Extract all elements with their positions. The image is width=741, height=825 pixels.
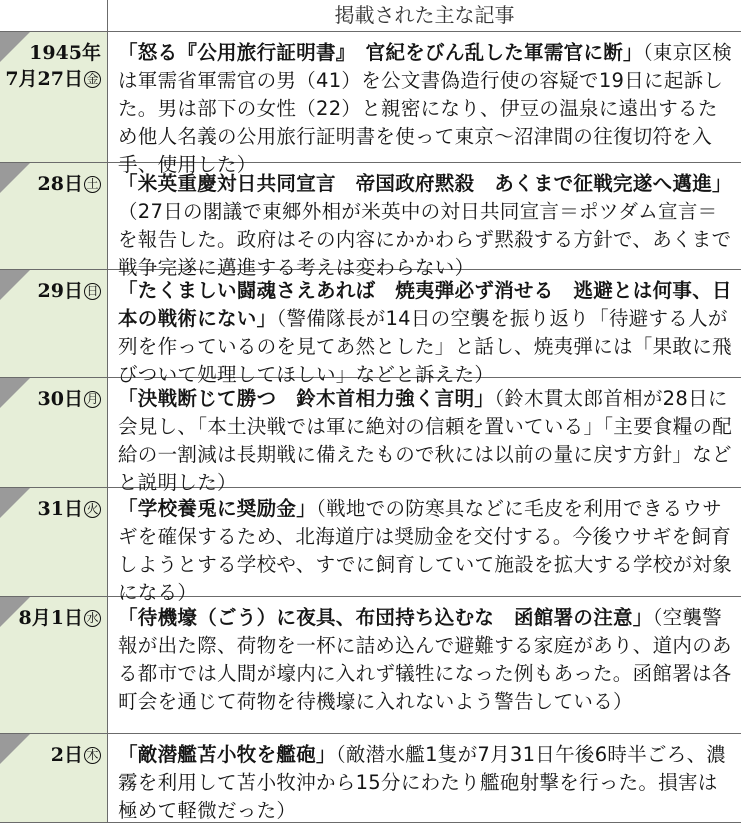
day-of-week-badge: 木 xyxy=(84,747,101,764)
date-cell xyxy=(0,378,108,487)
corner-marker xyxy=(0,378,30,408)
table-row xyxy=(0,163,741,279)
table-row xyxy=(0,32,741,176)
date-day: 8月1日 xyxy=(18,607,83,629)
date-label xyxy=(38,278,101,304)
day-of-week-badge: 金 xyxy=(84,71,101,88)
date-day: 2日 xyxy=(50,744,83,766)
date-label xyxy=(51,742,101,768)
date-cell xyxy=(0,597,108,733)
date-cell xyxy=(0,32,108,162)
corner-marker xyxy=(0,270,30,300)
table-row xyxy=(0,488,741,604)
table-row xyxy=(0,597,741,734)
date-year: 1945年 xyxy=(29,42,101,64)
article-headline: 「たくましい闘魂さえあれば 焼夷弾必ず消せる 逃避とは何事、日本の戦術にない」 xyxy=(118,279,732,330)
table-row xyxy=(0,378,741,494)
corner-marker xyxy=(0,734,30,764)
date-day: 30日 xyxy=(37,388,83,410)
header-date-column xyxy=(0,0,108,31)
article-summary xyxy=(118,277,733,389)
date-day: 7月27日 xyxy=(5,68,83,90)
date-day: 28日 xyxy=(37,173,83,195)
header-title: 掲載された主な記事 xyxy=(334,3,515,27)
article-headline: 「米英重慶対日共同宣言 帝国政府黙殺 あくまで征戦完遂へ邁進」 xyxy=(118,172,732,195)
date-cell xyxy=(0,163,108,269)
article-headline: 「敵潜艦苫小牧を艦砲」 xyxy=(118,743,336,766)
day-of-week-badge: 水 xyxy=(84,610,101,627)
article-summary xyxy=(118,39,733,179)
article-body: （鈴木貫太郎首相が28日に会見し、「本土決戦では軍に絶対の信頼を置いている」「主要食糧の配給の一割減は長期戦に備えたもので秋には以前の量に戻す方針」などと説明した） xyxy=(118,387,733,494)
article-body: （27日の閣議で東郷外相が米英中の対日共同宣言＝ポツダム宣言＝を報告した。政府はその内容にかかわらず黙殺する方針で、あくまで戦争完遂に邁進する考えは変わらない） xyxy=(118,200,732,279)
article-body: （東京区検は軍需省軍需官の男（41）を公文書偽造行使の容疑で19日に起訴した。男は部下の女性（22）と親密になり、伊豆の温泉に遠出するため他人名義の公用旅行証明書を使って東京～沼津間の往復切符を入手、使用した） xyxy=(118,41,733,176)
article-summary xyxy=(118,604,733,716)
article-body: （敵潜水艦1隻が7月31日午後6時半ごろ、濃霧を利用して苫小牧沖から15分にわたり艦砲射撃を行った。損害は極めて軽微だった） xyxy=(118,743,727,822)
date-day: 31日 xyxy=(37,498,83,520)
date-cell xyxy=(0,270,108,377)
day-of-week-badge: 月 xyxy=(84,391,101,408)
day-of-week-badge: 火 xyxy=(84,501,101,518)
day-of-week-badge: 土 xyxy=(84,176,101,193)
article-headline: 「待機壕（ごう）に夜具、布団持ち込むな 函館署の注意」 xyxy=(118,606,653,629)
date-label xyxy=(19,605,101,631)
date-label xyxy=(5,40,101,92)
article-summary xyxy=(118,495,733,607)
date-day: 29日 xyxy=(37,280,83,302)
date-cell xyxy=(0,734,108,822)
article-summary xyxy=(118,741,733,825)
date-label xyxy=(38,496,101,522)
corner-marker xyxy=(0,488,30,518)
article-headline: 「学校養兎に奨励金」 xyxy=(118,497,317,520)
corner-marker xyxy=(0,163,30,193)
article-summary xyxy=(118,170,733,282)
date-cell xyxy=(0,488,108,596)
article-body: （戦地での防寒具などに毛皮を利用できるウサギを確保するため、北海道庁は奨励金を交付する。今後ウサギを飼育しようとする学校や、すでに飼育していて施設を拡大する学校が対象になる） xyxy=(118,497,732,604)
table-header xyxy=(0,0,741,32)
article-headline: 「怒る『公用旅行証明書』 官紀をびん乱した軍需官に断」 xyxy=(118,41,643,64)
day-of-week-badge: 日 xyxy=(84,283,101,300)
date-label xyxy=(38,171,101,197)
table-row xyxy=(0,734,741,823)
article-body: （警備隊長が14日の空襲を振り返り「待避する人が列を作っているのを見てあ然とした」と話し、焼夷弾には「果敢に飛びついて処理してほしい」などと訴えた） xyxy=(118,307,732,386)
article-body: （空襲警報が出た際、荷物を一杯に詰め込んで避難する家庭があり、道内のある都市では人間が壕内に入れず犠牲になった例もあった。函館署は各町会を通じて荷物を待機壕に入れないよう警告している） xyxy=(118,606,732,713)
table-row xyxy=(0,270,741,386)
article-summary xyxy=(118,385,733,497)
article-headline: 「決戦断じて勝つ 鈴木首相力強く言明」 xyxy=(118,387,495,410)
date-label xyxy=(38,386,101,412)
